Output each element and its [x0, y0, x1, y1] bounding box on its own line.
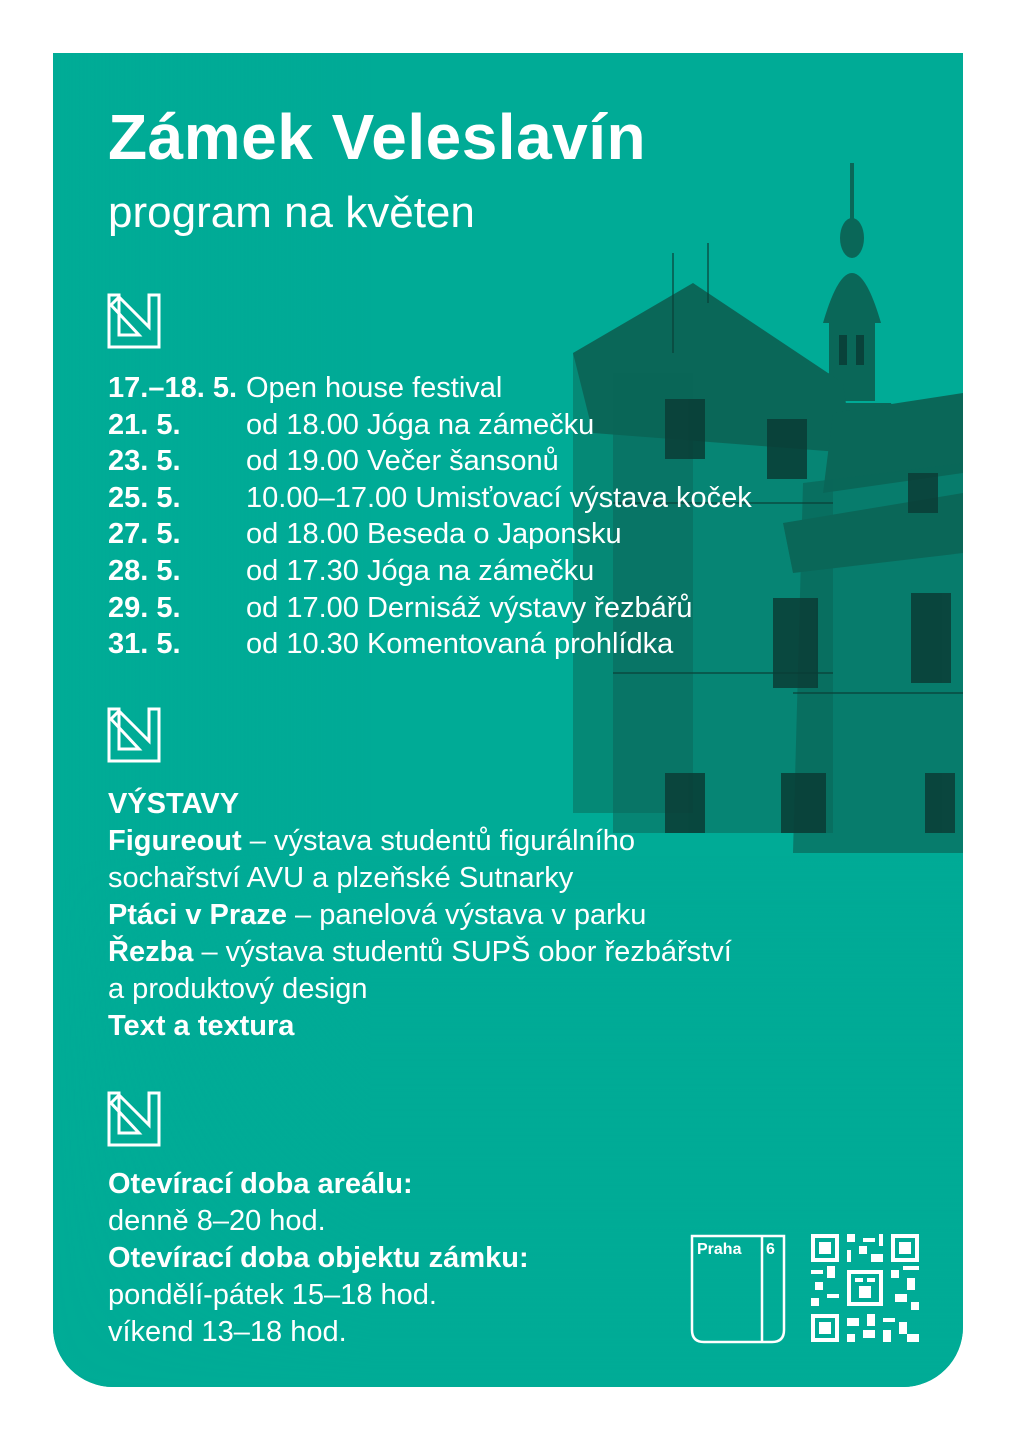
- list-item: [108, 934, 732, 971]
- exhibition-desc-cont: sochařství AVU a plzeňské Sutnarky: [108, 862, 574, 894]
- exhibition-desc: – panelová výstava v parku: [286, 899, 647, 931]
- event-text: od 17.30 Jóga na zámečku: [246, 554, 595, 587]
- list-item: [108, 407, 752, 444]
- event-text: od 10.30 Komentovaná prohlídka: [246, 628, 674, 661]
- event-date: 21. 5.: [108, 408, 181, 441]
- arrow-down-right-icon: [105, 291, 171, 357]
- list-item: [108, 823, 732, 860]
- opening-hours: [108, 1166, 529, 1351]
- exhibition-name: Figureout: [108, 825, 242, 857]
- area-hours-value: denně 8–20 hod.: [108, 1205, 326, 1237]
- arrow-down-right-icon: [105, 1089, 171, 1155]
- list-item: [108, 443, 752, 480]
- exhibitions-heading: VÝSTAVY: [108, 788, 240, 820]
- event-date: 31. 5.: [108, 628, 181, 661]
- list-item: [108, 897, 732, 934]
- list-item: [108, 516, 752, 553]
- area-hours-label: Otevírací doba areálu:: [108, 1168, 413, 1200]
- event-date: 29. 5.: [108, 591, 181, 624]
- event-text: od 18.00 Beseda o Japonsku: [246, 518, 622, 551]
- exhibition-desc: – výstava studentů figurálního: [241, 825, 636, 857]
- event-date: 28. 5.: [108, 554, 181, 587]
- event-date: 23. 5.: [108, 445, 181, 478]
- arrow-down-right-icon: [105, 705, 171, 771]
- list-item: [108, 590, 752, 627]
- exhibition-name: Řezba: [108, 936, 194, 968]
- exhibitions-section: [108, 786, 732, 1045]
- event-date: 25. 5.: [108, 481, 181, 514]
- event-date: 27. 5.: [108, 518, 181, 551]
- castle-hours-weekend: víkend 13–18 hod.: [108, 1316, 347, 1348]
- event-text: 10.00–17.00 Umisťovací výstava koček: [246, 481, 752, 514]
- list-item: [108, 626, 752, 663]
- event-text: od 17.00 Dernisáž výstavy řezbářů: [246, 591, 693, 624]
- list-item: [108, 370, 752, 407]
- event-text: od 19.00 Večer šansonů: [246, 445, 559, 478]
- page-title: Zámek Veleslavín: [108, 101, 647, 173]
- list-item: [108, 480, 752, 517]
- event-text: Open house festival: [246, 372, 503, 404]
- logo-number: 6: [766, 1241, 775, 1258]
- event-list: [108, 370, 752, 663]
- castle-hours-label: Otevírací doba objektu zámku:: [108, 1242, 529, 1274]
- list-item: [108, 553, 752, 590]
- poster-card: [53, 53, 963, 1387]
- event-date: 17.–18. 5.: [108, 372, 237, 404]
- exhibition-desc-cont: a produktový design: [108, 973, 368, 1005]
- exhibition-name: Ptáci v Praze: [108, 899, 287, 931]
- logo-text: Praha: [697, 1241, 742, 1258]
- exhibition-desc: – výstava studentů SUPŠ obor řezbářství: [193, 936, 732, 968]
- castle-hours-weekdays: pondělí-pátek 15–18 hod.: [108, 1279, 437, 1311]
- page-subtitle: program na květen: [108, 188, 475, 237]
- qr-code-icon[interactable]: [811, 1234, 919, 1342]
- exhibition-name: Text a textura: [108, 1010, 295, 1042]
- event-text: od 18.00 Jóga na zámečku: [246, 408, 595, 441]
